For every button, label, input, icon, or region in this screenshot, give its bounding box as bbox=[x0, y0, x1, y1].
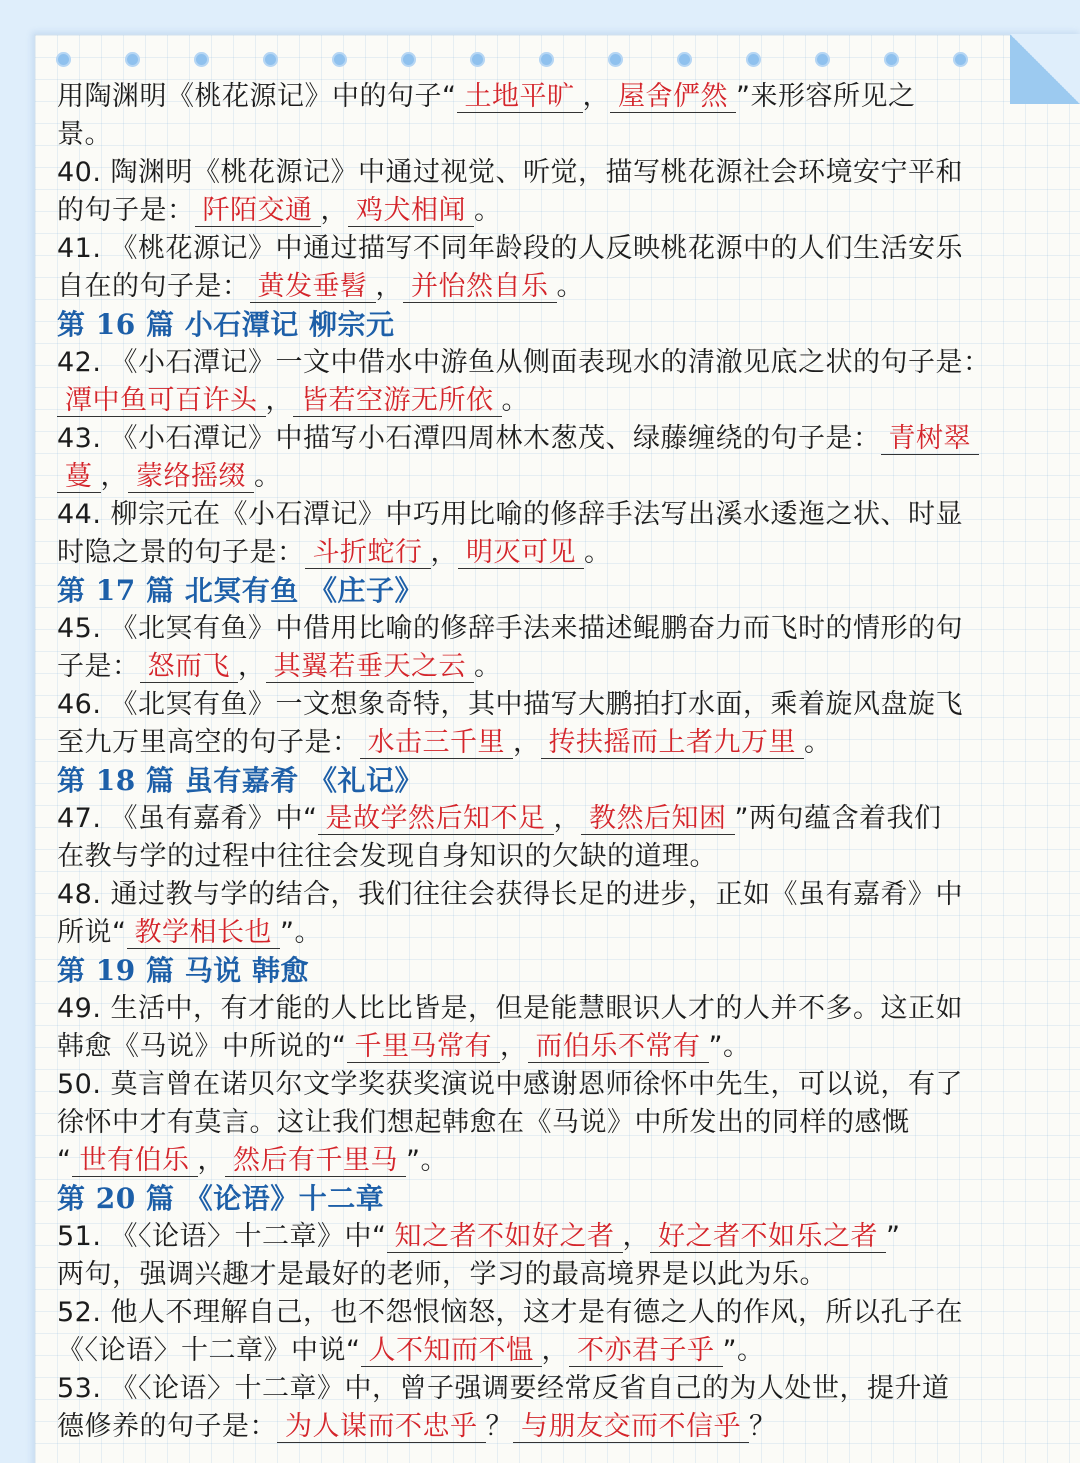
text-line bbox=[57, 1142, 1027, 1180]
section-heading bbox=[57, 952, 1027, 990]
prompt-text: 自在的句子是： bbox=[57, 271, 250, 302]
answer-blank: 世有伯乐 bbox=[72, 1146, 198, 1177]
prompt-text: ”。 bbox=[280, 917, 322, 948]
prompt-text: 49. 生活中，有才能的人比比皆是，但是能慧眼识人才的人并不多。这正如 bbox=[57, 993, 964, 1024]
prompt-text: 53. 《〈论语〉十二章》中，曾子强调要经常反省自己的为人处世，提升道 bbox=[57, 1373, 950, 1404]
answer-blank: 斗折蛇行 bbox=[305, 538, 431, 569]
prompt-text: 景。 bbox=[57, 119, 112, 150]
binding-hole bbox=[608, 52, 623, 67]
text-line bbox=[57, 496, 1027, 534]
answer-blank: 鸡犬相闻 bbox=[348, 196, 474, 227]
prompt-text: 。 bbox=[584, 537, 612, 568]
answer-blank: 教学相长也 bbox=[127, 918, 281, 949]
text-line bbox=[57, 1370, 1027, 1408]
text-line bbox=[57, 648, 1027, 686]
prompt-text: 52. 他人不理解自己，也不怨恨恼怒，这才是有德之人的作风，所以孔子在 bbox=[57, 1297, 964, 1328]
text-line bbox=[57, 458, 1027, 496]
answer-blank: 然后有千里马 bbox=[225, 1146, 406, 1177]
answer-blank: 抟扶摇而上者九万里 bbox=[541, 728, 805, 759]
text-line bbox=[57, 724, 1027, 762]
binding-holes bbox=[56, 52, 976, 70]
binding-hole bbox=[677, 52, 692, 67]
prompt-text: ， bbox=[500, 1031, 528, 1062]
prompt-text: 。 bbox=[474, 651, 502, 682]
prompt-text: ， bbox=[197, 1145, 225, 1176]
answer-blank: 明灭可见 bbox=[458, 538, 584, 569]
answer-blank: 好之者不如乐之者 bbox=[650, 1222, 886, 1253]
answer-blank: 而伯乐不常有 bbox=[528, 1032, 709, 1063]
prompt-text: 40. 陶渊明《桃花源记》中通过视觉、听觉，描写桃花源社会环境安宁平和 bbox=[57, 157, 964, 188]
answer-blank: 其翼若垂天之云 bbox=[266, 652, 475, 683]
prompt-text: ， bbox=[622, 1221, 651, 1252]
answer-blank: 教然后知困 bbox=[581, 804, 735, 835]
text-line bbox=[57, 268, 1027, 306]
section-heading bbox=[57, 762, 1027, 800]
heading-text: 第 19 篇 马说 韩愈 bbox=[57, 954, 309, 987]
text-line bbox=[57, 230, 1027, 268]
prompt-text: 所说“ bbox=[57, 917, 127, 948]
prompt-text: 的句子是： bbox=[57, 195, 195, 226]
binding-hole bbox=[470, 52, 485, 67]
answer-blank: 不亦君子乎 bbox=[569, 1336, 723, 1367]
prompt-text: 《〈论语〉十二章》中说“ bbox=[57, 1335, 361, 1366]
prompt-text: 在教与学的过程中往往会发现自身知识的欠缺的道理。 bbox=[57, 841, 717, 872]
answer-blank: 千里马常有 bbox=[347, 1032, 501, 1063]
section-heading bbox=[57, 1180, 1027, 1218]
prompt-text: 用陶渊明《桃花源记》中的句子“ bbox=[57, 81, 457, 112]
prompt-text: 。 bbox=[254, 461, 282, 492]
answer-blank: 并怡然自乐 bbox=[403, 272, 557, 303]
text-line bbox=[57, 154, 1027, 192]
text-line bbox=[57, 838, 1027, 876]
binding-hole bbox=[815, 52, 830, 67]
prompt-text: ， bbox=[320, 195, 348, 226]
prompt-text: 41. 《桃花源记》中通过描写不同年龄段的人反映桃花源中的人们生活安乐 bbox=[57, 233, 964, 264]
prompt-text: 德修养的句子是： bbox=[57, 1411, 277, 1442]
answer-blank: 黄发垂髫 bbox=[250, 272, 376, 303]
binding-hole bbox=[401, 52, 416, 67]
prompt-text: ， bbox=[265, 385, 293, 416]
text-line bbox=[57, 1218, 1027, 1256]
text-line bbox=[57, 914, 1027, 952]
prompt-text: 48. 通过教与学的结合，我们往往会获得长足的进步，正如《虽有嘉肴》中 bbox=[57, 879, 964, 910]
answer-blank: 蒙络摇缀 bbox=[128, 462, 254, 493]
text-line bbox=[57, 420, 1027, 458]
text-line bbox=[57, 116, 1027, 154]
prompt-text: 。 bbox=[804, 727, 832, 758]
heading-text: 第 17 篇 北冥有鱼 《庄子》 bbox=[57, 574, 423, 607]
answer-blank: 阡陌交通 bbox=[195, 196, 321, 227]
answer-blank: 知之者不如好之者 bbox=[387, 1222, 623, 1253]
prompt-text: ， bbox=[582, 81, 610, 112]
prompt-text: ， bbox=[513, 727, 541, 758]
section-heading bbox=[57, 572, 1027, 610]
prompt-text: ？ bbox=[749, 1411, 777, 1442]
prompt-text: 45. 《北冥有鱼》中借用比喻的修辞手法来描述鲲鹏奋力而飞时的情形的句 bbox=[57, 613, 964, 644]
prompt-text: ， bbox=[238, 651, 266, 682]
heading-text: 第 18 篇 虽有嘉肴 《礼记》 bbox=[57, 764, 423, 797]
binding-hole bbox=[332, 52, 347, 67]
prompt-text: ”。 bbox=[406, 1145, 448, 1176]
prompt-text: ， bbox=[553, 803, 582, 834]
prompt-text: ” bbox=[886, 1221, 901, 1252]
text-line bbox=[57, 686, 1027, 724]
text-line bbox=[57, 990, 1027, 1028]
prompt-text: ”两句蕴含着我们 bbox=[734, 803, 942, 834]
text-line bbox=[57, 344, 1027, 382]
answer-blank: 潭中鱼可百许头 bbox=[57, 386, 266, 417]
heading-text: 第 16 篇 小石潭记 柳宗元 bbox=[57, 308, 395, 341]
prompt-text: 47. 《虽有嘉肴》中“ bbox=[57, 803, 318, 834]
binding-hole bbox=[125, 52, 140, 67]
prompt-text: 44. 柳宗元在《小石潭记》中巧用比喻的修辞手法写出溪水逶迤之状、时显 bbox=[57, 499, 964, 530]
text-line bbox=[57, 192, 1027, 230]
prompt-text: ”。 bbox=[722, 1335, 765, 1366]
answer-blank: 为人谋而不忠乎 bbox=[277, 1412, 486, 1443]
prompt-text: 。 bbox=[474, 195, 502, 226]
answer-blank: 水击三千里 bbox=[360, 728, 514, 759]
binding-hole bbox=[539, 52, 554, 67]
answer-blank: 与朋友交而不信乎 bbox=[513, 1412, 749, 1443]
prompt-text: 51. 《〈论语〉十二章》中“ bbox=[57, 1221, 387, 1252]
prompt-text: 。 bbox=[556, 271, 584, 302]
text-line bbox=[57, 382, 1027, 420]
binding-hole bbox=[884, 52, 899, 67]
answer-blank: 怒而飞 bbox=[140, 652, 239, 683]
prompt-text: ， bbox=[430, 537, 458, 568]
study-notes-content bbox=[57, 78, 1027, 1446]
prompt-text: 43. 《小石潭记》中描写小石潭四周林木葱茂、绿藤缠绕的句子是： bbox=[57, 423, 881, 454]
binding-hole bbox=[953, 52, 968, 67]
text-line bbox=[57, 78, 1027, 116]
text-line bbox=[57, 610, 1027, 648]
answer-blank: 青树翠 bbox=[881, 424, 980, 455]
binding-hole bbox=[194, 52, 209, 67]
answer-blank: 人不知而不愠 bbox=[361, 1336, 542, 1367]
prompt-text: ”。 bbox=[708, 1031, 751, 1062]
binding-hole bbox=[746, 52, 761, 67]
prompt-text: “ bbox=[57, 1145, 72, 1176]
prompt-text: ， bbox=[375, 271, 403, 302]
binding-hole bbox=[56, 52, 71, 67]
prompt-text: 子是： bbox=[57, 651, 140, 682]
prompt-text: ， bbox=[541, 1335, 569, 1366]
text-line bbox=[57, 1066, 1027, 1104]
section-heading bbox=[57, 306, 1027, 344]
prompt-text: 46. 《北冥有鱼》一文想象奇特，其中描写大鹏拍打水面，乘着旋风盘旋飞 bbox=[57, 689, 964, 720]
answer-blank: 屋舍俨然 bbox=[610, 82, 736, 113]
prompt-text: 徐怀中才有莫言。这让我们想起韩愈在《马说》中所发出的同样的感慨 bbox=[57, 1107, 910, 1138]
prompt-text: ， bbox=[100, 461, 128, 492]
answer-blank: 皆若空游无所依 bbox=[293, 386, 502, 417]
binding-hole bbox=[263, 52, 278, 67]
heading-text: 第 20 篇 《论语》十二章 bbox=[57, 1182, 385, 1215]
text-line bbox=[57, 1028, 1027, 1066]
prompt-text: ？ bbox=[485, 1411, 513, 1442]
text-line bbox=[57, 876, 1027, 914]
prompt-text: 两句，强调兴趣才是最好的老师，学习的最高境界是以此为乐。 bbox=[57, 1259, 827, 1290]
prompt-text: ”来形容所见之 bbox=[736, 81, 916, 112]
text-line bbox=[57, 1408, 1027, 1446]
text-line bbox=[57, 1294, 1027, 1332]
answer-blank: 蔓 bbox=[57, 462, 101, 493]
prompt-text: 至九万里高空的句子是： bbox=[57, 727, 360, 758]
text-line bbox=[57, 1104, 1027, 1142]
text-line bbox=[57, 800, 1027, 838]
text-line bbox=[57, 534, 1027, 572]
prompt-text: 时隐之景的句子是： bbox=[57, 537, 305, 568]
answer-blank: 土地平旷 bbox=[457, 82, 583, 113]
prompt-text: 42. 《小石潭记》一文中借水中游鱼从侧面表现水的清澈见底之状的句子是： bbox=[57, 347, 991, 378]
answer-blank: 是故学然后知不足 bbox=[318, 804, 554, 835]
prompt-text: 。 bbox=[501, 385, 529, 416]
text-line bbox=[57, 1332, 1027, 1370]
text-line bbox=[57, 1256, 1027, 1294]
prompt-text: 50. 莫言曾在诺贝尔文学奖获奖演说中感谢恩师徐怀中先生，可以说，有了 bbox=[57, 1069, 964, 1100]
prompt-text: 韩愈《马说》中所说的“ bbox=[57, 1031, 347, 1062]
